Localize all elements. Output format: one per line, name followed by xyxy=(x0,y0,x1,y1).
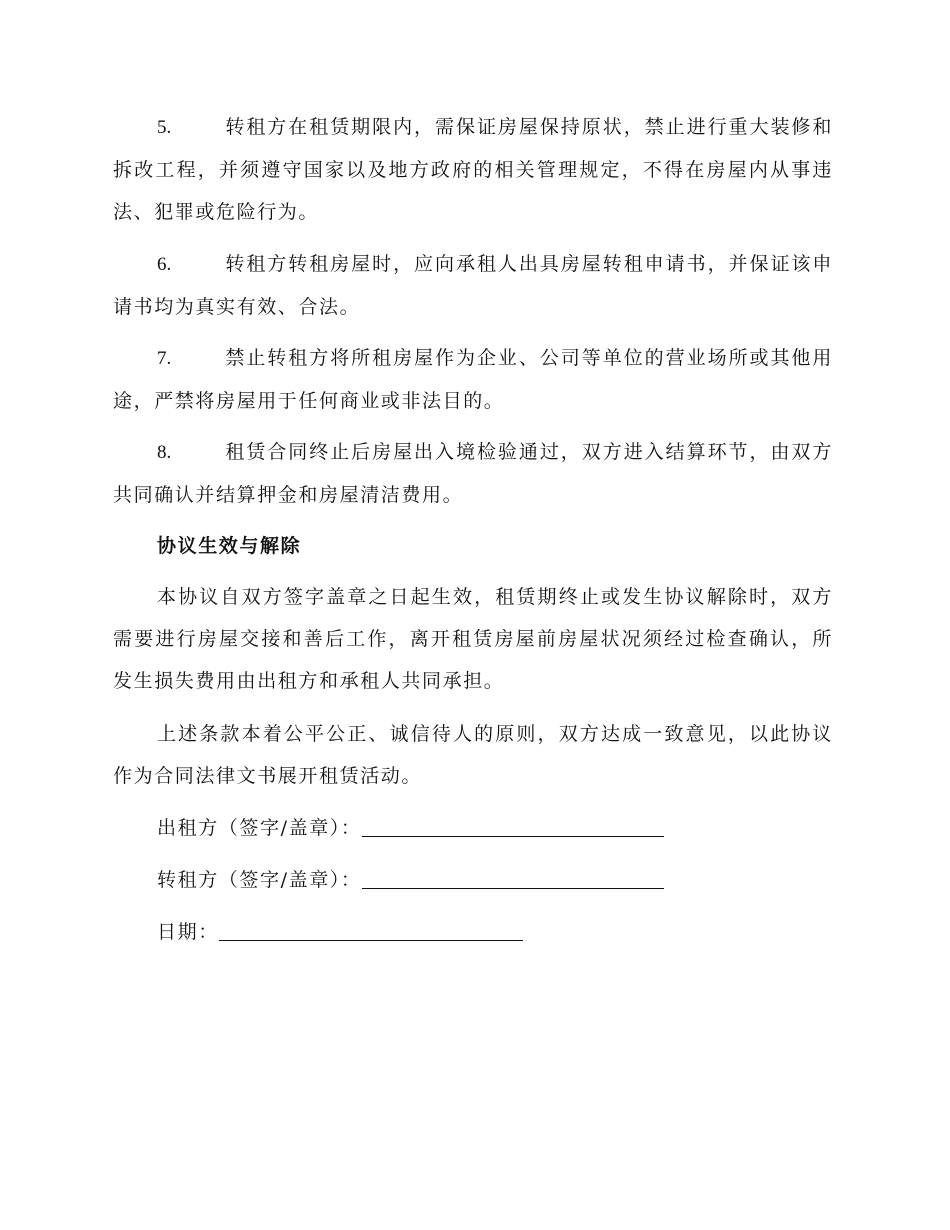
clause-8 xyxy=(113,431,833,516)
sublessor-signature-label: 转租方（签字/盖章）： xyxy=(157,869,362,891)
lessor-signature-blank[interactable] xyxy=(362,814,664,837)
clause-5 xyxy=(113,106,833,233)
clause-number: 5. xyxy=(157,117,172,138)
lessor-signature-label: 出租方（签字/盖章）： xyxy=(157,817,362,839)
lessor-signature-row xyxy=(157,807,664,849)
clause-text: 转租方在租赁期限内，需保证房屋保持原状，禁止进行重大装修和拆改工程，并须遵守国家以及地方政府的相关管理规定，不得在房屋内从事违法、犯罪或危险行为。 xyxy=(113,116,833,223)
date-label: 日期： xyxy=(157,921,219,943)
clause-number: 6. xyxy=(157,254,172,275)
clause-text: 租赁合同终止后房屋出入境检验通过，双方进入结算环节，由双方共同确认并结算押金和房屋清洁费用。 xyxy=(113,441,833,506)
clause-6 xyxy=(113,243,833,328)
sublessor-signature-blank[interactable] xyxy=(362,866,664,889)
clause-number: 7. xyxy=(157,348,172,369)
clause-text: 禁止转租方将所租房屋作为企业、公司等单位的营业场所或其他用途，严禁将房屋用于任何商业或非法目的。 xyxy=(113,347,833,412)
closing-paragraph: 上述条款本着公平公正、诚信待人的原则，双方达成一致意见，以此协议作为合同法律文书展开租赁活动。 xyxy=(113,723,833,787)
section-heading: 协议生效与解除 xyxy=(157,535,302,557)
clause-number: 8. xyxy=(157,442,172,463)
sublessor-signature-row xyxy=(157,859,664,901)
date-row xyxy=(157,911,523,953)
effectiveness-paragraph: 本协议自双方签字盖章之日起生效，租赁期终止或发生协议解除时，双方需要进行房屋交接和善后工作，离开租赁房屋前房屋状况须经过检查确认，所发生损失费用由出租方和承租人共同承担。 xyxy=(113,586,833,692)
date-blank[interactable] xyxy=(219,918,523,941)
clause-text: 转租方转租房屋时，应向承租人出具房屋转租申请书，并保证该申请书均为真实有效、合法。 xyxy=(113,253,833,318)
clause-7 xyxy=(113,337,833,422)
